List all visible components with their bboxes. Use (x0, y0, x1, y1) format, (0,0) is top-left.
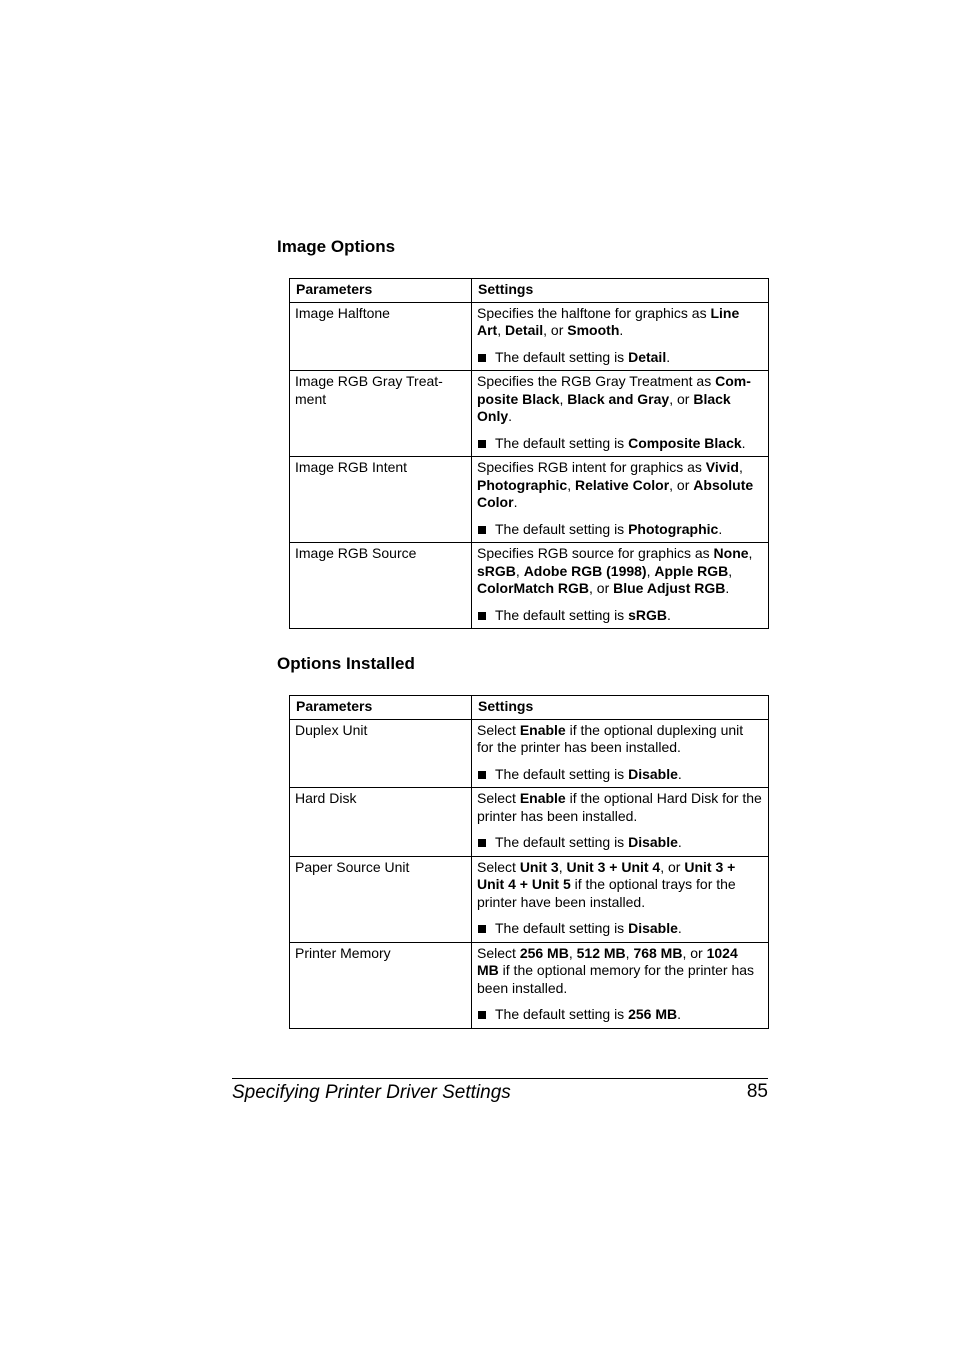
option-value: Apple RGB (654, 562, 729, 579)
description-text: , (738, 459, 743, 475)
option-value: ColorMatch RGB (477, 580, 589, 596)
table-row (290, 543, 769, 629)
parameter-name: Printer Memory (290, 942, 472, 1028)
table-row (290, 457, 769, 543)
square-bullet-icon (478, 526, 486, 534)
option-value: Unit 3 + Unit 4 (566, 858, 661, 875)
default-setting-text (495, 607, 671, 625)
default-label: The default setting is (495, 520, 629, 537)
setting-description (477, 945, 763, 998)
description-text: . (508, 408, 513, 424)
default-label: The default setting is (495, 606, 629, 623)
setting-description (477, 305, 763, 340)
square-bullet-icon (478, 925, 486, 933)
page-number: 85 (746, 1081, 768, 1102)
option-value: Adobe RGB (1998) (523, 562, 647, 579)
default-setting-text (495, 834, 682, 852)
table-row (290, 719, 769, 788)
default-period: . (718, 520, 723, 537)
square-bullet-icon (478, 440, 486, 448)
footer-title: Specifying Printer Driver Settings (232, 1082, 511, 1103)
default-period: . (677, 834, 682, 850)
parameter-name: Image RGB Intent (290, 457, 472, 543)
option-value: Unit 3 + Unit 4 + Unit 5 (477, 858, 736, 892)
parameter-name: Paper Source Unit (290, 856, 472, 942)
setting-description (477, 459, 763, 512)
default-setting (477, 920, 763, 938)
settings-header: Settings (472, 696, 769, 720)
parameter-name: Image Halftone (290, 302, 472, 371)
description-text: . (619, 322, 624, 338)
square-bullet-icon (478, 354, 486, 362)
description-text: Select (477, 721, 520, 738)
default-setting (477, 766, 763, 784)
table-row (290, 788, 769, 857)
setting-cell (472, 371, 769, 457)
option-value: Line Art (477, 304, 740, 338)
description-text: , (728, 562, 733, 579)
setting-cell (472, 719, 769, 788)
square-bullet-icon (478, 1011, 486, 1019)
image-options-body (290, 302, 769, 629)
option-value: Unit 3 (519, 858, 559, 875)
setting-cell (472, 302, 769, 371)
default-period: . (741, 434, 746, 451)
default-value: sRGB (628, 606, 667, 623)
setting-description (477, 859, 763, 912)
default-value: Disable (628, 920, 678, 936)
square-bullet-icon (478, 612, 486, 620)
description-text: , (497, 322, 506, 338)
description-text: , or (669, 476, 694, 493)
description-text: Select (477, 858, 520, 875)
description-text: , (748, 545, 753, 561)
setting-cell (472, 788, 769, 857)
description-text: Select (477, 944, 520, 961)
default-setting-text (495, 521, 722, 539)
default-setting (477, 521, 763, 539)
description-text: , or (660, 858, 685, 875)
setting-description (477, 373, 763, 426)
default-label: The default setting is (495, 834, 629, 850)
description-text: Specifies the RGB Gray Treatment as (477, 373, 716, 389)
description-text: . (513, 494, 518, 510)
parameter-name: Image RGB Source (290, 543, 472, 629)
default-value: Detail (628, 348, 667, 365)
default-value: Photographic (628, 520, 719, 537)
default-value: Composite Black (628, 434, 742, 451)
default-value: Disable (628, 834, 678, 850)
default-setting-text (495, 349, 670, 367)
default-period: . (677, 1006, 681, 1022)
default-label: The default setting is (495, 348, 629, 365)
option-value: sRGB (477, 562, 516, 579)
footer-rule (232, 1078, 768, 1079)
option-value: Absolute Color (477, 476, 754, 510)
table-row (290, 942, 769, 1028)
default-label: The default setting is (495, 765, 629, 782)
setting-cell (472, 543, 769, 629)
default-period: . (677, 920, 682, 936)
default-setting-text (495, 1006, 681, 1024)
description-text: , (559, 390, 568, 407)
description-text: , (558, 858, 567, 875)
parameters-header: Parameters (290, 279, 472, 303)
description-text: , or (543, 322, 568, 338)
option-value: 768 MB (633, 944, 683, 961)
parameters-header: Parameters (290, 696, 472, 720)
settings-header: Settings (472, 279, 769, 303)
description-text: if the optional trays for the printer have been installed. (477, 876, 736, 910)
default-setting-text (495, 920, 682, 938)
table-row (290, 302, 769, 371)
table-row (290, 371, 769, 457)
image-options-heading: Image Options (277, 237, 396, 256)
description-text: , (515, 562, 524, 579)
default-label: The default setting is (495, 920, 629, 936)
option-value: None (713, 545, 749, 561)
default-setting (477, 1006, 763, 1024)
default-setting (477, 607, 763, 625)
option-value: Detail (505, 322, 544, 338)
default-period: . (677, 765, 682, 782)
setting-cell (472, 942, 769, 1028)
description-text: Specifies the halftone for graphics as (477, 304, 711, 321)
option-value: Black Only (477, 390, 731, 424)
description-text: . (725, 580, 730, 596)
options-installed-body (290, 719, 769, 1028)
default-period: . (666, 348, 671, 365)
options-installed-table (289, 695, 769, 1029)
default-setting-text (495, 766, 682, 784)
description-text: if the optional memory for the printer has been installed. (477, 962, 755, 996)
table-row (290, 856, 769, 942)
setting-cell (472, 856, 769, 942)
parameter-name: Hard Disk (290, 788, 472, 857)
option-value: 512 MB (576, 944, 626, 961)
option-value: Enable (519, 790, 566, 806)
default-setting-text (495, 435, 746, 453)
description-text: , (625, 944, 634, 961)
description-text: if the optional Hard Disk for the printer has been installed. (477, 790, 762, 824)
option-value: Vivid (705, 459, 739, 475)
option-value: Black and Gray (567, 390, 670, 407)
default-setting (477, 834, 763, 852)
description-text: Select (477, 790, 520, 806)
square-bullet-icon (478, 839, 486, 847)
table-header-row (290, 696, 769, 720)
option-value: Photographic (477, 476, 568, 493)
option-value: Com-posite Black (477, 373, 751, 407)
default-setting (477, 349, 763, 367)
option-value: 256 MB (519, 944, 569, 961)
setting-cell (472, 457, 769, 543)
option-value: Blue Adjust RGB (613, 580, 726, 596)
default-label: The default setting is (495, 1006, 629, 1022)
parameter-name: Image RGB Gray Treat-ment (290, 371, 472, 457)
option-value: Smooth (567, 322, 620, 338)
description-text: , or (682, 944, 707, 961)
table-header-row (290, 279, 769, 303)
description-text: Specifies RGB intent for graphics as (477, 459, 706, 475)
default-period: . (666, 606, 671, 623)
option-value: 1024 MB (477, 944, 738, 978)
parameter-name: Duplex Unit (290, 719, 472, 788)
description-text: , (568, 944, 577, 961)
setting-description (477, 790, 763, 825)
square-bullet-icon (478, 771, 486, 779)
description-text: Specifies RGB source for graphics as (477, 545, 714, 561)
default-label: The default setting is (495, 434, 629, 451)
description-text: , (646, 562, 655, 579)
setting-description (477, 722, 763, 757)
setting-description (477, 545, 763, 598)
default-setting (477, 435, 763, 453)
image-options-table (289, 278, 769, 629)
option-value: Relative Color (575, 476, 670, 493)
description-text: , or (589, 580, 614, 596)
default-value: 256 MB (628, 1006, 678, 1022)
description-text: if the optional duplexing unit for the printer has been installed. (477, 721, 744, 755)
default-value: Disable (628, 765, 678, 782)
description-text: , or (669, 390, 694, 407)
option-value: Enable (519, 721, 566, 738)
description-text: , (567, 476, 576, 493)
options-installed-heading: Options Installed (277, 654, 415, 673)
